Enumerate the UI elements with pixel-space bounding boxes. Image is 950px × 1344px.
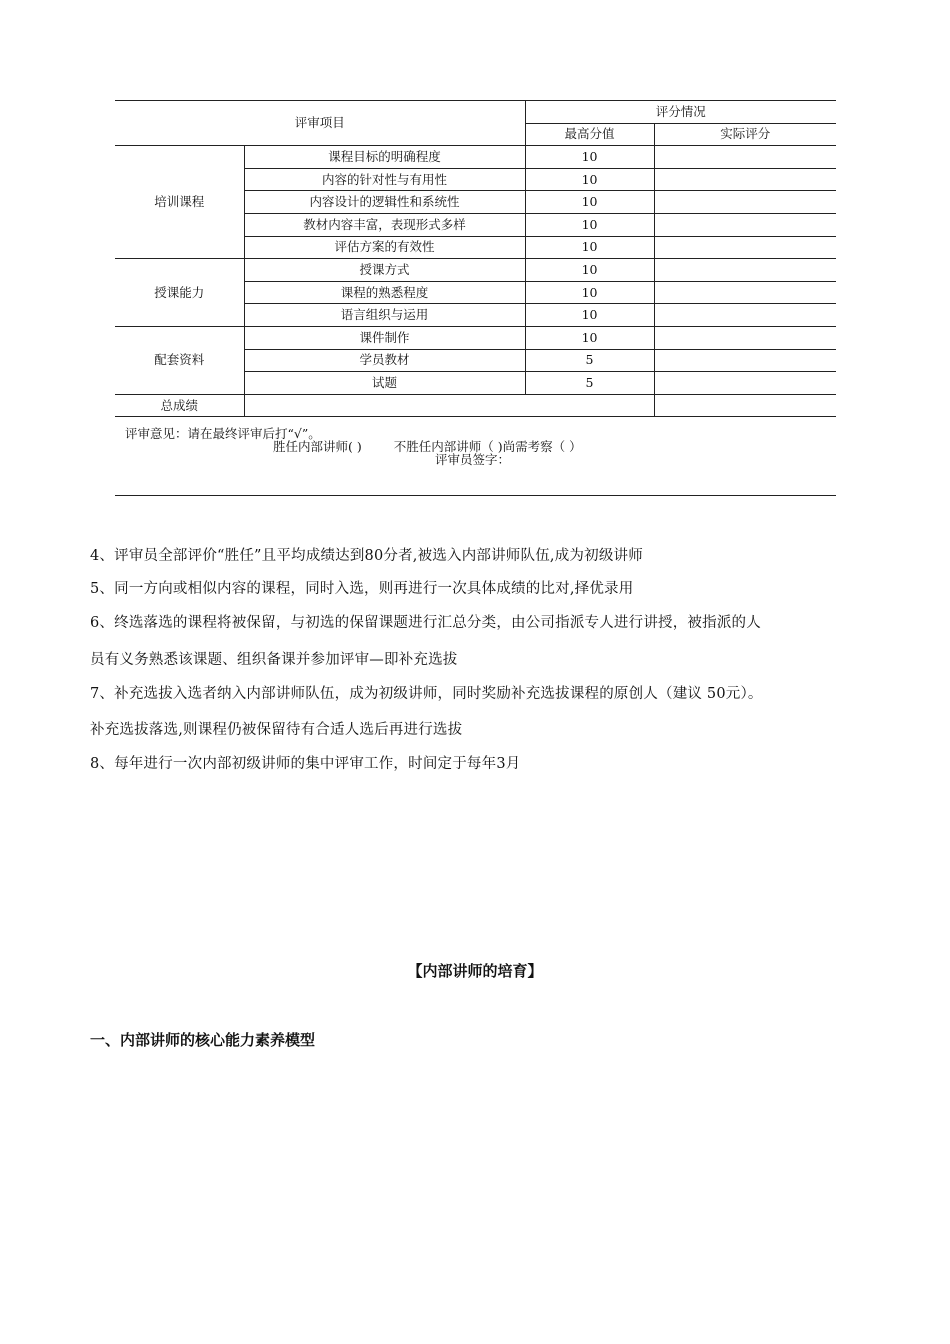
max-score-cell: 5 <box>525 372 654 395</box>
max-score-cell: 5 <box>525 349 654 372</box>
criterion-cell: 内容的针对性与有用性 <box>244 168 525 191</box>
max-score-cell: 10 <box>525 326 654 349</box>
actual-score-cell[interactable] <box>654 259 836 282</box>
max-score-cell: 10 <box>525 281 654 304</box>
header-actual-score: 实际评分 <box>654 123 836 146</box>
table-row <box>115 259 836 282</box>
section-title: 【内部讲师的培育】 <box>407 962 543 980</box>
criterion-cell: 试题 <box>244 372 525 395</box>
actual-score-cell[interactable] <box>654 281 836 304</box>
max-score-cell: 10 <box>525 213 654 236</box>
criterion-cell: 学员教材 <box>244 349 525 372</box>
evaluation-table <box>115 100 836 496</box>
group-name: 授课能力 <box>115 259 244 327</box>
max-score-cell: 10 <box>525 191 654 214</box>
criterion-cell: 教材内容丰富，表现形式多样 <box>244 213 525 236</box>
table-header-row <box>115 101 836 124</box>
total-merged-cell[interactable] <box>244 394 654 417</box>
actual-score-cell[interactable] <box>654 349 836 372</box>
header-review-item: 评审项目 <box>115 101 525 146</box>
group-name: 配套资料 <box>115 326 244 394</box>
actual-score-cell[interactable] <box>654 191 836 214</box>
opinion-instruction: 评审意见：请在最终评审后打“√”。 <box>125 426 321 442</box>
table-row <box>115 326 836 349</box>
total-row <box>115 394 836 417</box>
max-score-cell: 10 <box>525 259 654 282</box>
max-score-cell: 10 <box>525 236 654 259</box>
criterion-cell: 语言组织与运用 <box>244 304 525 327</box>
max-score-cell: 10 <box>525 304 654 327</box>
criterion-cell: 评估方案的有效性 <box>244 236 525 259</box>
paragraph-8: 8、每年进行一次内部初级讲师的集中评审工作，时间定于每年3月 <box>90 756 521 772</box>
paragraph-6-cont: 员有义务熟悉该课题、组织备课并参加评审—即补充选拔 <box>90 652 458 668</box>
subsection-title: 一、内部讲师的核心能力素养模型 <box>90 1031 316 1049</box>
max-score-cell: 10 <box>525 168 654 191</box>
criterion-cell: 课件制作 <box>244 326 525 349</box>
criterion-cell: 课程目标的明确程度 <box>244 146 525 169</box>
criterion-cell: 课程的熟悉程度 <box>244 281 525 304</box>
review-opinion <box>115 417 836 496</box>
actual-score-cell[interactable] <box>654 372 836 395</box>
option-further-review[interactable]: 尚需考察（ ） <box>502 439 582 455</box>
opinion-row <box>115 417 836 496</box>
total-label: 总成绩 <box>115 394 244 417</box>
paragraph-4: 4、评审员全部评价“胜任”且平均成绩达到80分者,被选入内部讲师队伍,成为初级讲师 <box>90 548 643 564</box>
actual-score-cell[interactable] <box>654 326 836 349</box>
max-score-cell: 10 <box>525 146 654 169</box>
header-score-group: 评分情况 <box>525 101 836 124</box>
criterion-cell: 内容设计的逻辑性和系统性 <box>244 191 525 214</box>
total-actual-cell[interactable] <box>654 394 836 417</box>
actual-score-cell[interactable] <box>654 146 836 169</box>
table-row <box>115 146 836 169</box>
option-not-qualified[interactable]: 不胜任内部讲师（ ) <box>393 439 503 455</box>
header-max-score: 最高分值 <box>525 123 654 146</box>
group-name: 培训课程 <box>115 146 244 259</box>
criterion-cell: 授课方式 <box>244 259 525 282</box>
signature-label: 评审员签字： <box>435 452 511 468</box>
actual-score-cell[interactable] <box>654 168 836 191</box>
paragraph-7-cont: 补充选拔落选,则课程仍被保留待有合适人选后再进行选拔 <box>90 722 463 738</box>
option-qualified[interactable]: 胜任内部讲师( ) <box>273 439 362 455</box>
paragraph-5: 5、同一方向或相似内容的课程，同时入选，则再进行一次具体成绩的比对,择优录用 <box>90 581 634 597</box>
paragraph-7: 7、补充选拔入选者纳入内部讲师队伍，成为初级讲师，同时奖励补充选拔课程的原创人（建议 50元）。 <box>90 686 763 702</box>
paragraph-6: 6、终选落选的课程将被保留，与初选的保留课题进行汇总分类，由公司指派专人进行讲授，被指派的人 <box>90 615 761 631</box>
actual-score-cell[interactable] <box>654 213 836 236</box>
actual-score-cell[interactable] <box>654 304 836 327</box>
actual-score-cell[interactable] <box>654 236 836 259</box>
